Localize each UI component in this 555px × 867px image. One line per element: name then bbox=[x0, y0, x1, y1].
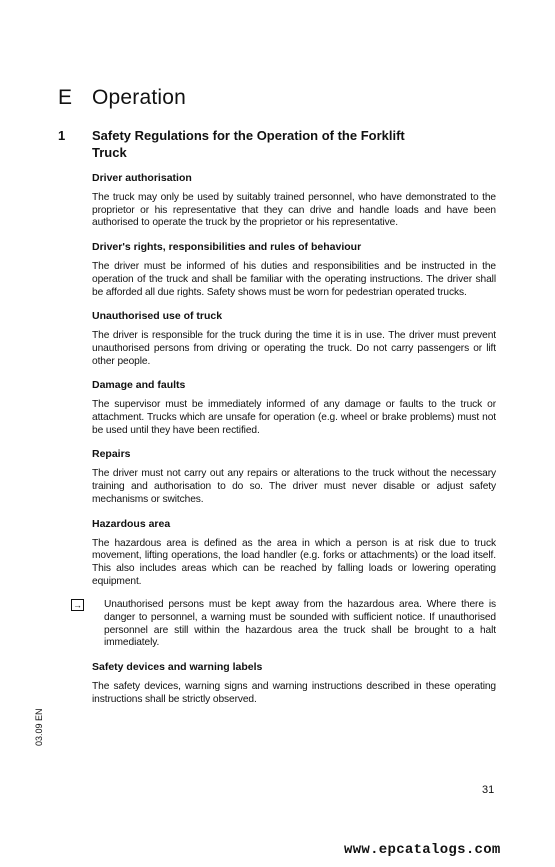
heading-damage-faults: Damage and faults bbox=[92, 379, 186, 392]
arrow-right-icon: → bbox=[73, 600, 82, 611]
chapter-letter: E bbox=[58, 86, 73, 109]
page-number: 31 bbox=[482, 784, 495, 796]
section-number: 1 bbox=[58, 128, 66, 143]
heading-driver-authorisation: Driver authorisation bbox=[92, 172, 192, 184]
paragraph-hazardous-area: The hazardous area is defined as the area in which a person is at risk due to truck movement, lifting operations, the load handler (e.g. forks or attachments) or the load itself. This also includes areas which can be reached by falling loads or lowering operating equipment. bbox=[92, 537, 496, 587]
heading-hazardous-area: Hazardous area bbox=[92, 517, 171, 530]
note-text: Unauthorised persons must be kept away from the hazardous area. Where there is danger to personnel, a warning must be sounded with sufficient notice. If unauthorised personnel are still within the hazardous area the truck shall be brought to a halt immediately. bbox=[104, 599, 496, 649]
document-body bbox=[73, 172, 496, 718]
paragraph-repairs: The driver must not carry out any repairs or alterations to the truck without the necessary training and authorisation to do so. The driver must never disable or adjust safety mechanisms or switches. bbox=[92, 468, 496, 505]
section-heading bbox=[58, 127, 422, 161]
document-version-code: 03.09 EN bbox=[34, 708, 44, 746]
watermark-text: www.epcatalogs.com bbox=[344, 842, 501, 858]
note-block bbox=[73, 599, 496, 650]
paragraph-damage-faults: The supervisor must be immediately informed of any damage or faults to the truck or attachment. Trucks which are unsafe for operation (e.g. wheel or brake problems) must not be used until they have been rectified. bbox=[92, 399, 496, 436]
chapter-title: Operation bbox=[92, 86, 187, 109]
paragraph-driver-authorisation: The truck may only be used by suitably trained personnel, who have demonstrated to the proprietor or his representative that they can drive and handle loads and have been authorised to operate the truck by the proprietor or his representative. bbox=[92, 192, 496, 229]
heading-unauthorised-use: Unauthorised use of truck bbox=[92, 310, 223, 323]
heading-repairs: Repairs bbox=[92, 448, 131, 461]
paragraph-driver-rights: The driver must be informed of his duties and responsibilities and be instructed in the operation of the truck and shall be familiar with the operating instructions. The driver shall be afforded all due rights. Safety shows must be worn for pedestrian operated trucks. bbox=[92, 261, 496, 298]
heading-driver-rights: Driver's rights, responsibilities and rules of behaviour bbox=[92, 241, 362, 254]
paragraph-safety-devices: The safety devices, warning signs and warning instructions described in these operating instructions shall be strictly observed. bbox=[92, 681, 496, 705]
heading-safety-devices: Safety devices and warning labels bbox=[92, 661, 263, 674]
paragraph-unauthorised-use: The driver is responsible for the truck during the time it is in use. The driver must prevent unauthorised persons from driving or operating the truck. Do not carry passengers or lift other people. bbox=[92, 330, 496, 367]
section-title: Safety Regulations for the Operation of the Forklift Truck bbox=[92, 128, 405, 160]
chapter-heading bbox=[58, 86, 186, 110]
